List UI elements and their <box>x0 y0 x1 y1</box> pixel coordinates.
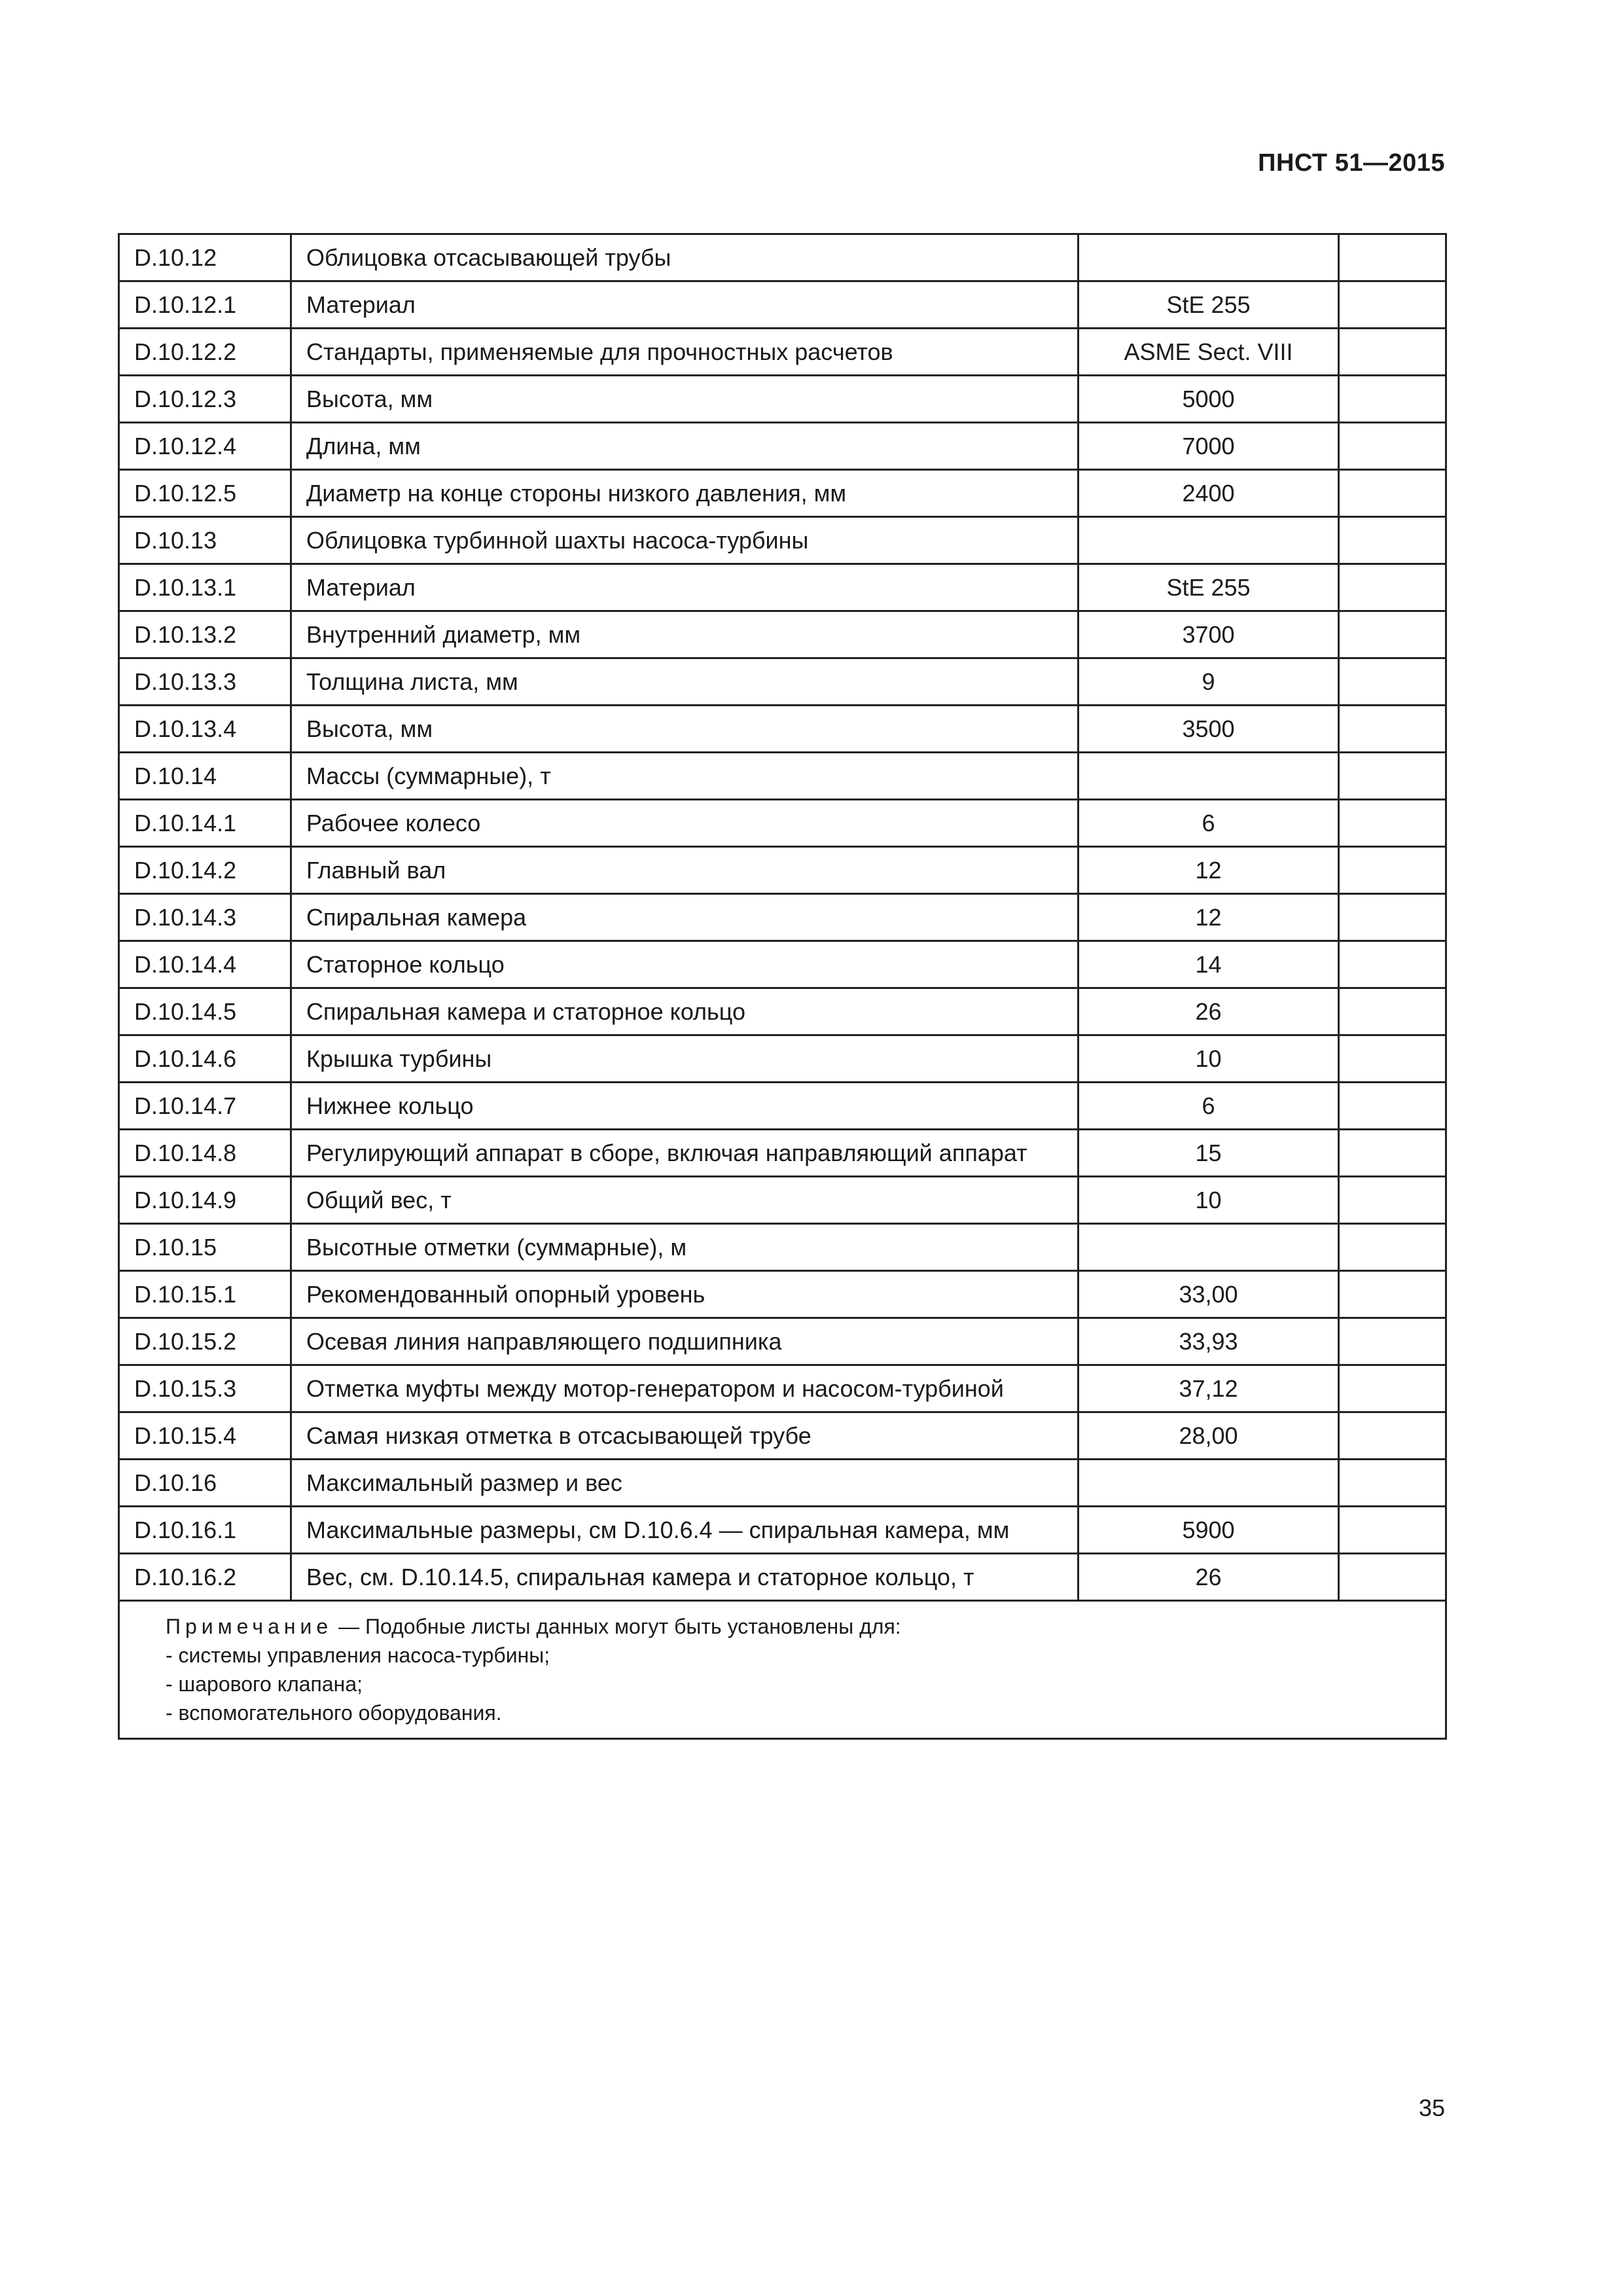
table-row <box>119 1177 1446 1224</box>
row-extra-cell <box>1339 281 1446 329</box>
row-extra-cell <box>1339 988 1446 1035</box>
row-code: D.10.15.2 <box>119 1318 291 1365</box>
table-row <box>119 1035 1446 1083</box>
row-extra-cell <box>1339 1271 1446 1318</box>
table-row <box>119 1271 1446 1318</box>
row-value: 12 <box>1079 894 1339 941</box>
row-code: D.10.14.9 <box>119 1177 291 1224</box>
row-name: Толщина листа, мм <box>291 658 1079 706</box>
row-extra-cell <box>1339 517 1446 564</box>
row-name: Нижнее кольцо <box>291 1083 1079 1130</box>
row-value: 33,93 <box>1079 1318 1339 1365</box>
row-code: D.10.13 <box>119 517 291 564</box>
row-name: Материал <box>291 564 1079 611</box>
table-row <box>119 1318 1446 1365</box>
row-extra-cell <box>1339 847 1446 894</box>
row-code: D.10.12.4 <box>119 423 291 470</box>
table-row <box>119 1130 1446 1177</box>
row-extra-cell <box>1339 1460 1446 1507</box>
row-code: D.10.15.3 <box>119 1365 291 1412</box>
row-code: D.10.14 <box>119 753 291 800</box>
row-value <box>1079 753 1339 800</box>
table-row <box>119 800 1446 847</box>
note-text: — Подобные листы данных могут быть установлены для: <box>332 1615 901 1638</box>
row-name: Общий вес, т <box>291 1177 1079 1224</box>
row-extra-cell <box>1339 329 1446 376</box>
table-row <box>119 847 1446 894</box>
row-extra-cell <box>1339 1083 1446 1130</box>
row-extra-cell <box>1339 470 1446 517</box>
row-name: Длина, мм <box>291 423 1079 470</box>
row-code: D.10.12.5 <box>119 470 291 517</box>
row-value: 10 <box>1079 1177 1339 1224</box>
note-item: - шарового клапана; <box>166 1672 363 1696</box>
row-value: 37,12 <box>1079 1365 1339 1412</box>
row-extra-cell <box>1339 376 1446 423</box>
row-name: Регулирующий аппарат в сборе, включая направляющий аппарат <box>291 1130 1079 1177</box>
table-row <box>119 1365 1446 1412</box>
row-extra-cell <box>1339 1507 1446 1554</box>
row-value: 26 <box>1079 988 1339 1035</box>
row-code: D.10.16.2 <box>119 1554 291 1601</box>
specification-table-body <box>119 234 1446 1739</box>
row-value <box>1079 1460 1339 1507</box>
row-value: ASME Sect. VIII <box>1079 329 1339 376</box>
row-value <box>1079 1224 1339 1271</box>
row-name: Спиральная камера <box>291 894 1079 941</box>
table-row <box>119 1554 1446 1601</box>
table-row <box>119 564 1446 611</box>
row-code: D.10.14.1 <box>119 800 291 847</box>
row-value: 28,00 <box>1079 1412 1339 1460</box>
note-heading <box>166 1612 1431 1641</box>
row-extra-cell <box>1339 658 1446 706</box>
row-code: D.10.16 <box>119 1460 291 1507</box>
row-value: 5900 <box>1079 1507 1339 1554</box>
table-row <box>119 988 1446 1035</box>
table-row <box>119 1083 1446 1130</box>
row-name: Максимальный размер и вес <box>291 1460 1079 1507</box>
row-code: D.10.14.8 <box>119 1130 291 1177</box>
row-code: D.10.12.2 <box>119 329 291 376</box>
document-code: ПНСТ 51—2015 <box>1258 149 1445 177</box>
table-row <box>119 329 1446 376</box>
row-extra-cell <box>1339 753 1446 800</box>
table-row <box>119 281 1446 329</box>
row-name: Главный вал <box>291 847 1079 894</box>
row-extra-cell <box>1339 1177 1446 1224</box>
row-value: StE 255 <box>1079 564 1339 611</box>
table-row <box>119 376 1446 423</box>
row-name: Высота, мм <box>291 376 1079 423</box>
row-name: Максимальные размеры, см D.10.6.4 — спиральная камера, мм <box>291 1507 1079 1554</box>
row-extra-cell <box>1339 1554 1446 1601</box>
row-name: Рекомендованный опорный уровень <box>291 1271 1079 1318</box>
row-name: Вес, см. D.10.14.5, спиральная камера и статорное кольцо, т <box>291 1554 1079 1601</box>
row-code: D.10.15 <box>119 1224 291 1271</box>
row-value <box>1079 234 1339 281</box>
row-code: D.10.14.4 <box>119 941 291 988</box>
row-name: Рабочее колесо <box>291 800 1079 847</box>
table-row <box>119 658 1446 706</box>
row-value: StE 255 <box>1079 281 1339 329</box>
note-item: - вспомогательного оборудования. <box>166 1701 502 1725</box>
row-extra-cell <box>1339 1365 1446 1412</box>
table-row <box>119 894 1446 941</box>
row-value <box>1079 517 1339 564</box>
row-value: 3500 <box>1079 706 1339 753</box>
row-extra-cell <box>1339 564 1446 611</box>
row-code: D.10.15.1 <box>119 1271 291 1318</box>
row-name: Облицовка отсасывающей трубы <box>291 234 1079 281</box>
row-extra-cell <box>1339 234 1446 281</box>
row-code: D.10.13.2 <box>119 611 291 658</box>
row-value: 7000 <box>1079 423 1339 470</box>
row-extra-cell <box>1339 800 1446 847</box>
row-extra-cell <box>1339 611 1446 658</box>
note-label: Примечание <box>166 1615 333 1638</box>
row-name: Высота, мм <box>291 706 1079 753</box>
table-row <box>119 1224 1446 1271</box>
row-code: D.10.12.1 <box>119 281 291 329</box>
row-name: Диаметр на конце стороны низкого давления, мм <box>291 470 1079 517</box>
row-value: 3700 <box>1079 611 1339 658</box>
table-row <box>119 470 1446 517</box>
table-row <box>119 1460 1446 1507</box>
table-row <box>119 423 1446 470</box>
row-extra-cell <box>1339 1130 1446 1177</box>
row-name: Осевая линия направляющего подшипника <box>291 1318 1079 1365</box>
row-extra-cell <box>1339 423 1446 470</box>
row-code: D.10.15.4 <box>119 1412 291 1460</box>
note-item: - системы управления насоса-турбины; <box>166 1643 550 1667</box>
row-code: D.10.12.3 <box>119 376 291 423</box>
row-value: 26 <box>1079 1554 1339 1601</box>
table-row <box>119 517 1446 564</box>
row-value: 12 <box>1079 847 1339 894</box>
row-extra-cell <box>1339 1412 1446 1460</box>
table-row <box>119 234 1446 281</box>
row-name: Самая низкая отметка в отсасывающей трубе <box>291 1412 1079 1460</box>
page-number: 35 <box>1418 2094 1445 2121</box>
table-row <box>119 1412 1446 1460</box>
row-code: D.10.14.5 <box>119 988 291 1035</box>
row-value: 15 <box>1079 1130 1339 1177</box>
row-value: 2400 <box>1079 470 1339 517</box>
row-name: Материал <box>291 281 1079 329</box>
table-row <box>119 753 1446 800</box>
row-value: 33,00 <box>1079 1271 1339 1318</box>
row-value: 10 <box>1079 1035 1339 1083</box>
table-row <box>119 706 1446 753</box>
row-extra-cell <box>1339 1318 1446 1365</box>
note-row <box>119 1601 1446 1739</box>
row-name: Высотные отметки (суммарные), м <box>291 1224 1079 1271</box>
specification-table <box>118 233 1447 1740</box>
row-extra-cell <box>1339 706 1446 753</box>
row-name: Массы (суммарные), т <box>291 753 1079 800</box>
row-extra-cell <box>1339 894 1446 941</box>
row-code: D.10.16.1 <box>119 1507 291 1554</box>
row-code: D.10.12 <box>119 234 291 281</box>
row-name: Статорное кольцо <box>291 941 1079 988</box>
row-name: Крышка турбины <box>291 1035 1079 1083</box>
row-extra-cell <box>1339 941 1446 988</box>
row-code: D.10.14.2 <box>119 847 291 894</box>
row-code: D.10.14.7 <box>119 1083 291 1130</box>
table-row <box>119 1507 1446 1554</box>
row-value: 14 <box>1079 941 1339 988</box>
table-row <box>119 611 1446 658</box>
row-name: Стандарты, применяемые для прочностных расчетов <box>291 329 1079 376</box>
row-value: 5000 <box>1079 376 1339 423</box>
row-value: 6 <box>1079 800 1339 847</box>
table-row <box>119 941 1446 988</box>
note-cell <box>119 1601 1446 1739</box>
row-name: Спиральная камера и статорное кольцо <box>291 988 1079 1035</box>
row-code: D.10.13.4 <box>119 706 291 753</box>
row-name: Отметка муфты между мотор-генератором и насосом-турбиной <box>291 1365 1079 1412</box>
row-code: D.10.13.1 <box>119 564 291 611</box>
row-code: D.10.14.3 <box>119 894 291 941</box>
row-code: D.10.14.6 <box>119 1035 291 1083</box>
row-name: Внутренний диаметр, мм <box>291 611 1079 658</box>
row-name: Облицовка турбинной шахты насоса-турбины <box>291 517 1079 564</box>
row-extra-cell <box>1339 1224 1446 1271</box>
row-value: 6 <box>1079 1083 1339 1130</box>
row-extra-cell <box>1339 1035 1446 1083</box>
row-code: D.10.13.3 <box>119 658 291 706</box>
row-value: 9 <box>1079 658 1339 706</box>
